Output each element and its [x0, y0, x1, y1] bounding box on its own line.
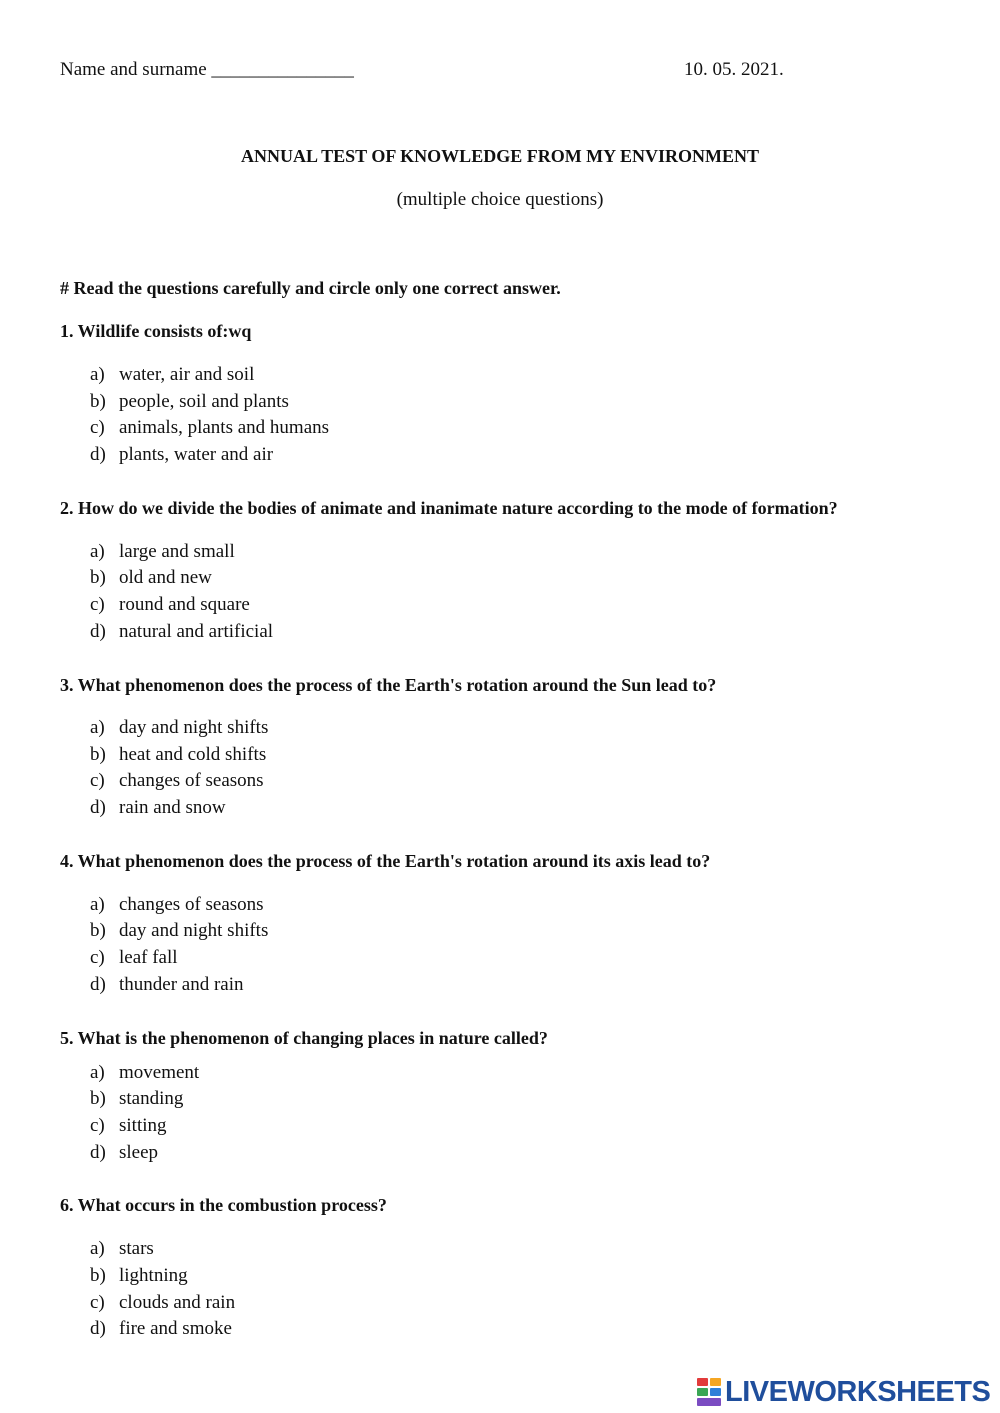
option-text: large and small — [119, 541, 235, 562]
option-text: movement — [119, 1062, 200, 1083]
question-3-option-a[interactable] — [90, 717, 268, 739]
option-letter: c) — [90, 417, 105, 438]
option-letter: d) — [90, 974, 106, 995]
option-letter: d) — [90, 444, 106, 465]
option-text: changes of seasons — [119, 770, 264, 791]
question-3: 3. What phenomenon does the process of the Earth's rotation around the Sun lead to? — [60, 675, 717, 695]
option-text: round and square — [119, 594, 250, 615]
question-2-option-c[interactable] — [90, 594, 250, 616]
liveworksheets-logo[interactable] — [697, 1374, 990, 1410]
logo-text: LIVEWORKSHEETS — [725, 1375, 991, 1408]
page-title: ANNUAL TEST OF KNOWLEDGE FROM MY ENVIRONMENT — [240, 146, 760, 166]
option-letter: c) — [90, 594, 105, 615]
test-date: 10. 05. 2021. — [684, 59, 784, 80]
option-text: water, air and soil — [119, 364, 255, 385]
option-letter: c) — [90, 947, 105, 968]
question-2-option-d[interactable] — [90, 621, 273, 643]
option-letter: d) — [90, 1142, 106, 1163]
option-letter: b) — [90, 920, 106, 941]
question-5: 5. What is the phenomenon of changing places in nature called? — [60, 1028, 548, 1048]
option-text: stars — [119, 1238, 154, 1259]
option-text: changes of seasons — [119, 894, 264, 915]
option-text: animals, plants and humans — [119, 417, 330, 438]
option-letter: a) — [90, 1062, 105, 1083]
question-1: 1. Wildlife consists of:wq — [60, 321, 252, 341]
question-2: 2. How do we divide the bodies of animate and inanimate nature according to the mode of formation? — [60, 498, 838, 518]
question-3-option-d[interactable] — [90, 797, 226, 819]
option-letter: b) — [90, 1088, 106, 1109]
option-letter: a) — [90, 894, 105, 915]
question-5-option-a[interactable] — [90, 1062, 199, 1084]
liveworksheets-logo-icon — [697, 1378, 723, 1406]
option-text: standing — [119, 1088, 184, 1109]
question-1-option-c[interactable] — [90, 417, 329, 439]
question-6-option-d[interactable] — [90, 1318, 232, 1340]
option-letter: a) — [90, 1238, 105, 1259]
option-letter: b) — [90, 391, 106, 412]
question-2-option-a[interactable] — [90, 541, 235, 563]
option-letter: a) — [90, 364, 105, 385]
option-text: people, soil and plants — [119, 391, 289, 412]
question-4-option-d[interactable] — [90, 974, 244, 996]
question-2-option-b[interactable] — [90, 567, 212, 589]
option-text: rain and snow — [119, 797, 226, 818]
question-6: 6. What occurs in the combustion process? — [60, 1195, 387, 1215]
question-4-option-a[interactable] — [90, 894, 264, 916]
option-letter: c) — [90, 770, 105, 791]
instructions: # Read the questions carefully and circle only one correct answer. — [60, 278, 561, 298]
option-text: old and new — [119, 567, 212, 588]
option-text: day and night shifts — [119, 920, 269, 941]
option-letter: c) — [90, 1292, 105, 1313]
question-6-option-a[interactable] — [90, 1238, 154, 1260]
question-6-option-c[interactable] — [90, 1292, 235, 1314]
question-1-option-b[interactable] — [90, 391, 289, 413]
option-letter: a) — [90, 717, 105, 738]
option-letter: b) — [90, 567, 106, 588]
question-4-option-b[interactable] — [90, 920, 268, 942]
option-text: thunder and rain — [119, 974, 244, 995]
option-text: sitting — [119, 1115, 167, 1136]
option-text: plants, water and air — [119, 444, 274, 465]
question-4: 4. What phenomenon does the process of the Earth's rotation around its axis lead to? — [60, 851, 711, 871]
name-and-surname-field: Name and surname _______________ — [60, 59, 354, 80]
option-text: fire and smoke — [119, 1318, 232, 1339]
question-6-option-b[interactable] — [90, 1265, 188, 1287]
option-letter: d) — [90, 1318, 106, 1339]
page-subtitle: (multiple choice questions) — [396, 189, 604, 210]
option-text: heat and cold shifts — [119, 744, 267, 765]
question-5-option-b[interactable] — [90, 1088, 183, 1110]
option-text: clouds and rain — [119, 1292, 236, 1313]
option-text: day and night shifts — [119, 717, 269, 738]
question-1-option-d[interactable] — [90, 444, 273, 466]
question-5-option-d[interactable] — [90, 1142, 158, 1164]
option-letter: a) — [90, 541, 105, 562]
option-text: leaf fall — [119, 947, 178, 968]
question-3-option-b[interactable] — [90, 744, 266, 766]
option-letter: b) — [90, 1265, 106, 1286]
question-5-option-c[interactable] — [90, 1115, 167, 1137]
option-letter: b) — [90, 744, 106, 765]
option-text: lightning — [119, 1265, 188, 1286]
option-letter: d) — [90, 797, 106, 818]
option-text: sleep — [119, 1142, 159, 1163]
option-letter: d) — [90, 621, 106, 642]
question-3-option-c[interactable] — [90, 770, 264, 792]
question-4-option-c[interactable] — [90, 947, 178, 969]
option-letter: c) — [90, 1115, 105, 1136]
option-text: natural and artificial — [119, 621, 274, 642]
question-1-option-a[interactable] — [90, 364, 254, 386]
